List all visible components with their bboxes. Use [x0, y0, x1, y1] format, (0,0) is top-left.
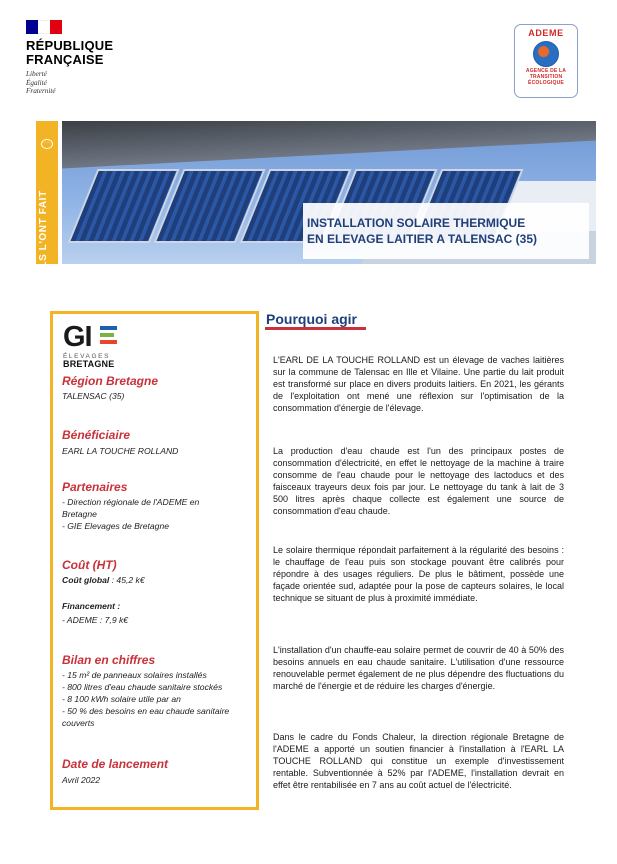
- bilan-list: [62, 669, 247, 729]
- paragraph: Dans le cadre du Fonds Chaleur, la direction régionale Bretagne de l'ADEME a apporté un soutien financier à l'installation à l'EARL LA TOUCHE ROLLAND qui constitue un exemple d'investissement rentable. Subventionnée à 52% par l'ADEME, l'installation devrait en effet être rentabilisée en 7 ans au coût actuel de l'électricité.: [273, 732, 564, 791]
- rf-motto-line: Égalité: [26, 78, 47, 87]
- republique-francaise-logo: [26, 20, 136, 100]
- side-band-label: ILS L'ONT FAIT: [38, 190, 49, 271]
- section-title: Pourquoi agir: [266, 311, 357, 327]
- ademe-sub-line: AGENCE DE LA: [525, 68, 567, 74]
- chat-bubble-icon: ···: [41, 139, 53, 149]
- info-card: [50, 311, 259, 810]
- page-title: [307, 216, 592, 247]
- list-item: Bretagne: [62, 509, 97, 519]
- region-title: Région Bretagne: [62, 374, 159, 388]
- cout-label: Coût global: [62, 575, 110, 585]
- cout-value: : 45,2 k€: [109, 575, 145, 585]
- list-item: - 50 % des besoins en eau chaude sanitaire: [62, 706, 230, 716]
- list-item: - Direction régionale de l'ADEME en: [62, 497, 200, 507]
- gie-region: BRETAGNE: [63, 359, 115, 369]
- rf-motto-line: Liberté: [26, 70, 47, 78]
- rf-title: [26, 39, 136, 67]
- date-value: Avril 2022: [62, 775, 101, 785]
- financement-value: - ADEME : 7,9 k€: [62, 615, 129, 625]
- section-title-underline: [265, 327, 366, 330]
- list-item: - GIE Elevages de Bretagne: [62, 521, 170, 531]
- ademe-logo: [514, 24, 578, 98]
- ademe-name: ADEME: [528, 28, 564, 38]
- rf-title-line2: FRANÇAISE: [26, 52, 104, 67]
- page-title-line: EN ELEVAGE LAITIER A TALENSAC (35): [307, 231, 538, 246]
- cout-line: [62, 574, 247, 586]
- gie-elevages: ÉLEVAGES: [63, 353, 111, 360]
- ademe-sub-line: ÉCOLOGIQUE: [528, 79, 564, 86]
- list-item: couverts: [62, 718, 95, 728]
- gie-logo: [63, 323, 153, 367]
- region-value: TALENSAC (35): [62, 391, 125, 401]
- cout-title: Coût (HT): [62, 558, 117, 572]
- ademe-sub-line: TRANSITION: [529, 73, 563, 80]
- paragraph: Le solaire thermique répondait parfaitement à la régularité des besoins : le chauffage de l'eau puis son stockage pouvant être calibrés pour répondre à des usages réguliers. De plus le bâtiment, possède une façade orientée sud, adaptée pour la pose de capteurs solaires, le local technique se situant de plus à proximité immédiate.: [273, 545, 564, 604]
- list-item: - 800 litres d'eau chaude sanitaire stockés: [62, 682, 223, 692]
- beneficiaire-value: EARL LA TOUCHE ROLLAND: [62, 446, 179, 456]
- globe-icon: [533, 41, 559, 67]
- rf-motto-line: Fraternité: [26, 87, 56, 95]
- partenaires-list: [62, 496, 247, 532]
- beneficiaire-title: Bénéficiaire: [62, 428, 131, 442]
- rf-title-line1: RÉPUBLIQUE: [26, 38, 114, 53]
- bilan-title: Bilan en chiffres: [62, 653, 156, 667]
- list-item: - 15 m² de panneaux solaires installés: [62, 670, 207, 680]
- date-title: Date de lancement: [62, 757, 169, 771]
- gie-brand: GI: [63, 321, 92, 353]
- side-band: [36, 121, 58, 271]
- paragraph: L'installation d'un chauffe-eau solaire permet de couvrir de 40 à 50% des besoins annuels en eau chaude sanitaire. L'utilisation d'une ressource renouvelable permet également de ne plus dépendre des fluctuations du marché de l'énergie et de réduire les charges d'énergie.: [273, 645, 564, 692]
- page-title-line: INSTALLATION SOLAIRE THERMIQUE: [307, 216, 526, 230]
- financement-label: Financement :: [62, 601, 121, 611]
- list-item: - 8 100 kWh solaire utile par an: [62, 694, 181, 704]
- gie-e-icon: [100, 326, 117, 349]
- paragraph: La production d'eau chaude est l'un des principaux postes de consommation d'électricité, en effet le nettoyage de la machine à traire consomme de l'eau chaude pour le nettoyage des lactoducs et des faisceaux trayeurs deux fois par jour. Le nettoyage du tank à lait de 3 500 litres après chaque collecte est également une source de consommation d'eau chaude.: [273, 446, 564, 517]
- partenaires-title: Partenaires: [62, 480, 128, 494]
- rf-motto: [26, 70, 136, 96]
- ademe-subtitle: [515, 69, 577, 86]
- paragraph: L'EARL DE LA TOUCHE ROLLAND est un élevage de vaches laitières sur la commune de Talensac en Ille et Vilaine. Une partie du lait produit est transformé sur place en divers produits laitiers. En 2021, les gérants de l'exploitation ont mené une réflexion sur l'optimisation de la consommation d'énergie de l'élevage.: [273, 355, 564, 414]
- french-flag-icon: [26, 20, 62, 34]
